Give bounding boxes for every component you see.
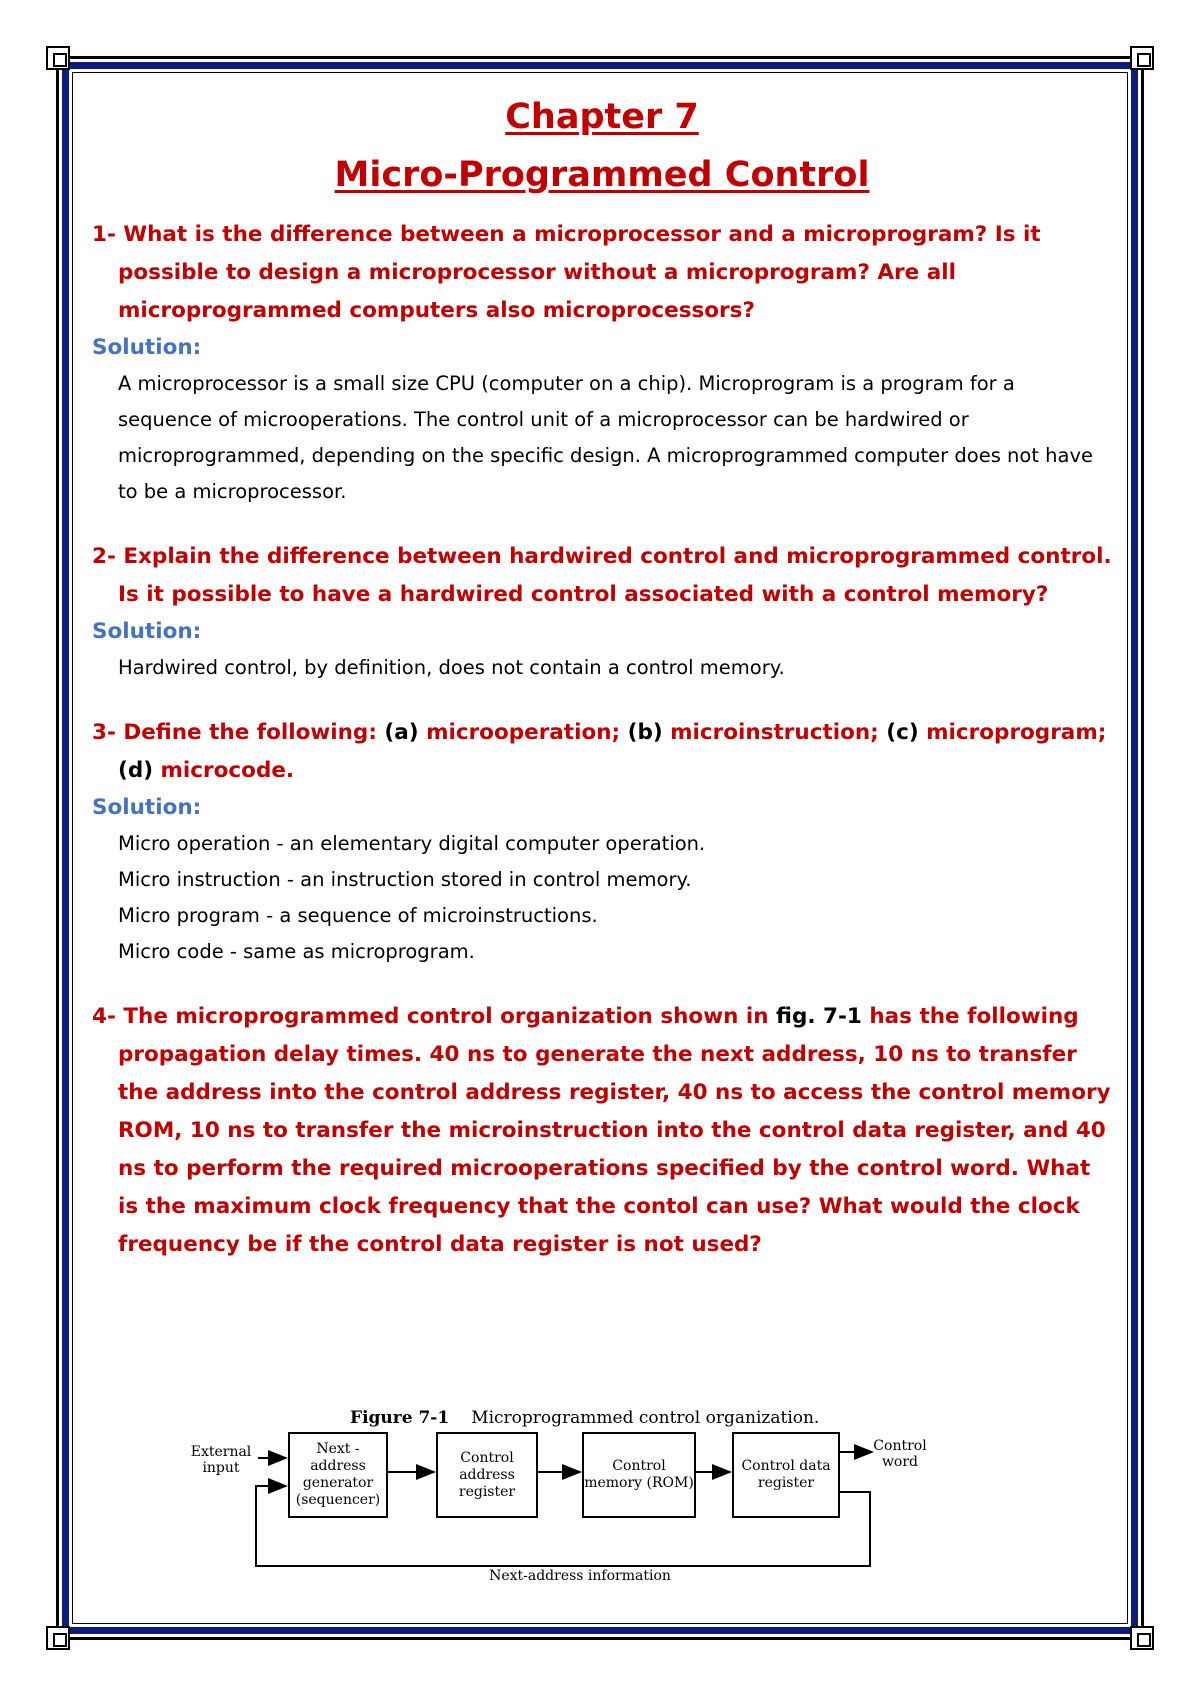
question-3: 3- Define the following: (a) microoperation; (b) microinstruction; (c) microprogram; (d) microcode. [92,720,1107,783]
question-2: 2- Explain the difference between hardwired control and microprogrammed control. Is it possible to have a hardwired control associated with a control memory? [92,544,1112,607]
answer-3-line-3: Micro program - a sequence of microinstructions. [118,904,598,927]
solution-label: Solution: [92,619,202,644]
control-word-label: Control word [873,1438,927,1470]
question-1: 1- What is the difference between a microprocessor and a microprogram? Is it possible to design a microprocessor without a microprogram? Are all microprogrammed computers also microprocessors? [92,222,1041,323]
answer-3-line-4: Micro code - same as microprogram. [118,940,475,963]
corner-ornament-top-left [46,46,70,70]
solution-label: Solution: [92,335,202,360]
corner-ornament-bottom-left [46,1626,70,1650]
chapter-subtitle: Micro-Programmed Control [334,155,870,195]
figure-number: Figure 7-1 [350,1408,450,1428]
figure-7-1 [190,1408,1000,1608]
figure-caption-text: Microprogrammed control organization. [471,1408,820,1428]
question-4: 4- The microprogrammed control organization shown in fig. 7-1 has the following propagation delay times. 40 ns to generate the next address, 10 ns to transfer the address into the control address register, 40 ns to access the control memory ROM, 10 ns to transfer the microinstruction into the control data register, and 40 ns to perform the required microoperations specified by the control word. What is the maximum clock frequency that the contol can use? What would the clock frequency be if the control data register is not used? [92,1004,1111,1257]
chapter-title: Chapter 7 [505,97,699,137]
feedback-label: Next-address information [489,1568,671,1584]
answer-1: A microprocessor is a small size CPU (computer on a chip). Microprogram is a program for a sequence of microoperations. The control unit of a microprocessor can be hardwired or microprogrammed, depending on the specific design. A microprogrammed computer does not have to be a microprocessor. [118,372,1094,503]
corner-ornament-bottom-right [1130,1626,1154,1650]
answer-3-line-2: Micro instruction - an instruction stored in control memory. [118,868,692,891]
block-control-memory: Control memory (ROM) [582,1432,696,1518]
block-control-data-register: Control data register [732,1432,840,1518]
corner-ornament-top-right [1130,46,1154,70]
page-content [92,88,1112,1264]
block-next-address-generator: Next - address generator (sequencer) [288,1432,388,1518]
block-control-address-register: Control address register [436,1432,538,1518]
answer-2: Hardwired control, by definition, does not contain a control memory. [118,656,785,679]
solution-label: Solution: [92,795,202,820]
external-input-label: External input [190,1444,252,1476]
answer-3-line-1: Micro operation - an elementary digital computer operation. [118,832,706,855]
